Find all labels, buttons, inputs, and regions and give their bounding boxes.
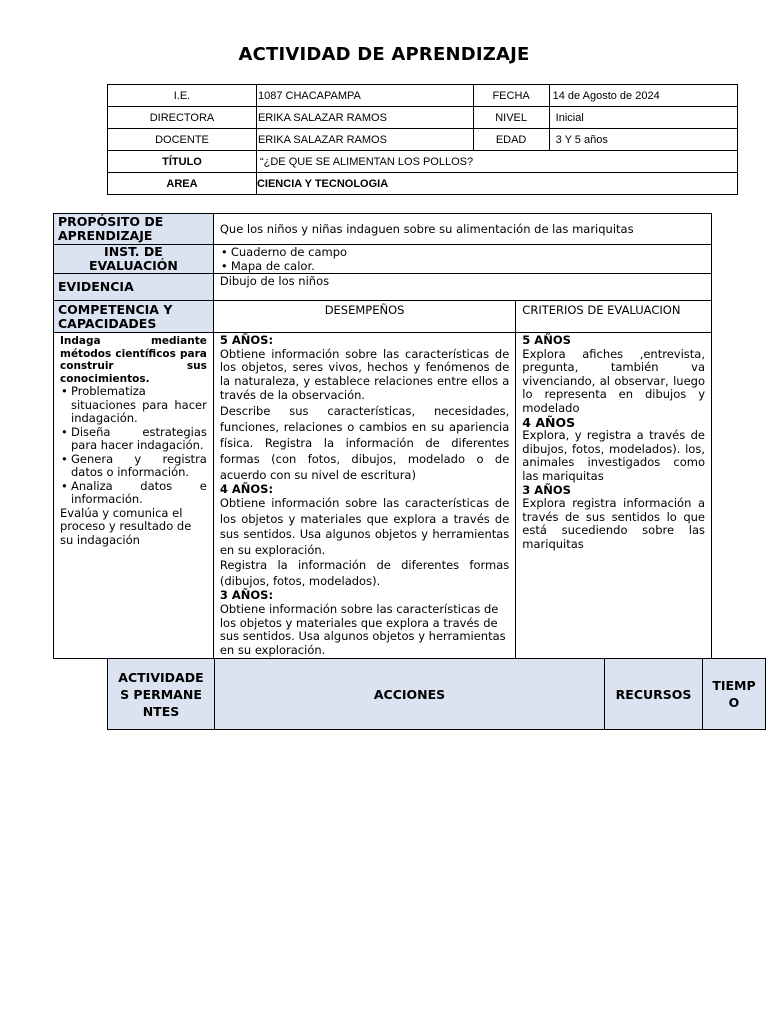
evidencia-value: Dibujo de los niños [213,274,711,301]
activities-header-row [108,659,766,730]
criterio-5-text: Explora afiches ,entrevista, pregunta, también va vivenciando, al observar, luego lo representa en dibujos y modelado [522,346,705,415]
criterio-heading-3: 3 AÑOS [522,482,571,497]
capacidad-item: • Genera y registra datos o información. [60,453,207,480]
instrumentos-label: INST. DE EVALUACIÓN [54,245,214,274]
instrumentos-row [54,245,712,274]
ie-label: I.E. [108,85,257,107]
desempeno-4-text-a: Obtiene información sobre las características de los objetos y materiales que explora a través de sus sentidos. Usa algunos objetos y herramientas en su exploración. [219,496,510,557]
desempeno-heading-3: 3 AÑOS: [219,588,274,603]
desempeno-heading-5: 5 AÑOS: [219,333,274,347]
competencia-intro: Indaga mediante métodos científicos para construir sus conocimientos. [60,335,207,385]
area-label: AREA [108,173,257,195]
competencia-label: COMPETENCIA Y CAPACIDADES [54,301,214,333]
instrumentos-list [220,245,705,273]
capacidad-item: • Problematiza situaciones para hacer indagación. [60,385,207,426]
edad-value: 3 Y 5 años [549,129,737,151]
desempeno-5-text-b: Describe sus características, necesidades, funciones, relaciones o cambios en su apariencia física. Registra la información de diferentes formas (con fotos, dibujos, modelado o de acuerdo con su nivel de escritura) [219,403,510,482]
capacidades-cell [54,333,214,659]
desempenos-cell [213,333,515,659]
capacidad-item: • Analiza datos e información. [60,480,207,507]
acciones-header: ACCIONES [214,659,604,730]
actividades-permanentes-header [108,659,215,730]
fecha-value: 14 de Agosto de 2024 [549,85,737,107]
fecha-label: FECHA [473,85,549,107]
ie-value: 1087 CHACAPAMPA [256,85,473,107]
capacidad-item: • Diseña estrategias para hacer indagación. [60,426,207,453]
criterios-cell [516,333,712,659]
titulo-label: TÍTULO [108,151,257,173]
capacidades-closing: Evalúa y comunica el proceso y resultado de su indagación [60,505,192,547]
proposito-row [54,214,712,245]
docente-value: ERIKA SALAZAR RAMOS [256,129,473,151]
info-row-area [108,173,738,195]
desempeno-4-text-b: Registra la información de diferentes formas (dibujos, fotos, modelados). [219,558,510,588]
evidencia-row [54,274,712,301]
desempenos-header: DESEMPEÑOS [213,301,515,333]
planning-table [53,213,712,659]
nivel-label: NIVEL [473,107,549,129]
instrumentos-value [213,245,711,274]
info-row-directora [108,107,738,129]
criterios-header: CRITERIOS DE EVALUACION [516,301,712,333]
instrumento-item: • Mapa de calor. [220,259,705,273]
tiempo-header [703,659,766,730]
edad-label: EDAD [473,129,549,151]
page-title: ACTIVIDAD DE APRENDIZAJE [238,44,530,65]
criterio-heading-4: 4 AÑOS [522,414,576,430]
competencia-content-row [54,333,712,659]
criterio-heading-5: 5 AÑOS [522,333,571,347]
desempeno-3-text: Obtiene información sobre las características de los objetos y materiales que explora a través de sus sentidos. Usa algunos objetos y herramientas en su exploración. [219,601,506,658]
evidencia-label: EVIDENCIA [54,274,214,301]
actividades-permanentes-label: ACTIVIDADES PERMANENTES [118,669,204,719]
desempeno-heading-4: 4 AÑOS: [219,481,274,496]
nivel-value: Inicial [549,107,737,129]
instrumento-item: • Cuaderno de campo [220,245,705,259]
proposito-value: Que los niños y niñas indaguen sobre su alimentación de las mariquitas [213,214,711,245]
directora-label: DIRECTORA [108,107,257,129]
area-value: CIENCIA Y TECNOLOGIA [256,173,737,195]
desempeno-5-text-a: Obtiene información sobre las características de los objetos, seres vivos, hechos y fenómenos de la naturaleza, y establece relaciones entre ellos a través de la observación. [219,346,510,402]
competencia-header-row [54,301,712,333]
info-row-ie [108,85,738,107]
info-row-titulo [108,151,738,173]
tiempo-label: TIEMPO [712,678,756,710]
capacidades-list [60,385,207,507]
proposito-label: PROPÓSITO DE APRENDIZAJE [54,214,214,245]
recursos-header: RECURSOS [605,659,703,730]
docente-label: DOCENTE [108,129,257,151]
criterio-3-text: Explora registra información a través de sus sentidos lo que está sucediendo sobre las mariquitas [522,496,705,551]
info-table [107,84,738,195]
activities-table [107,658,766,730]
info-row-docente [108,129,738,151]
titulo-value: “¿DE QUE SE ALIMENTAN LOS POLLOS? [256,151,737,173]
directora-value: ERIKA SALAZAR RAMOS [256,107,473,129]
criterio-4-text: Explora, y registra a través de dibujos, fotos, modelados). los, animales investigados como las mariquitas [522,428,705,483]
